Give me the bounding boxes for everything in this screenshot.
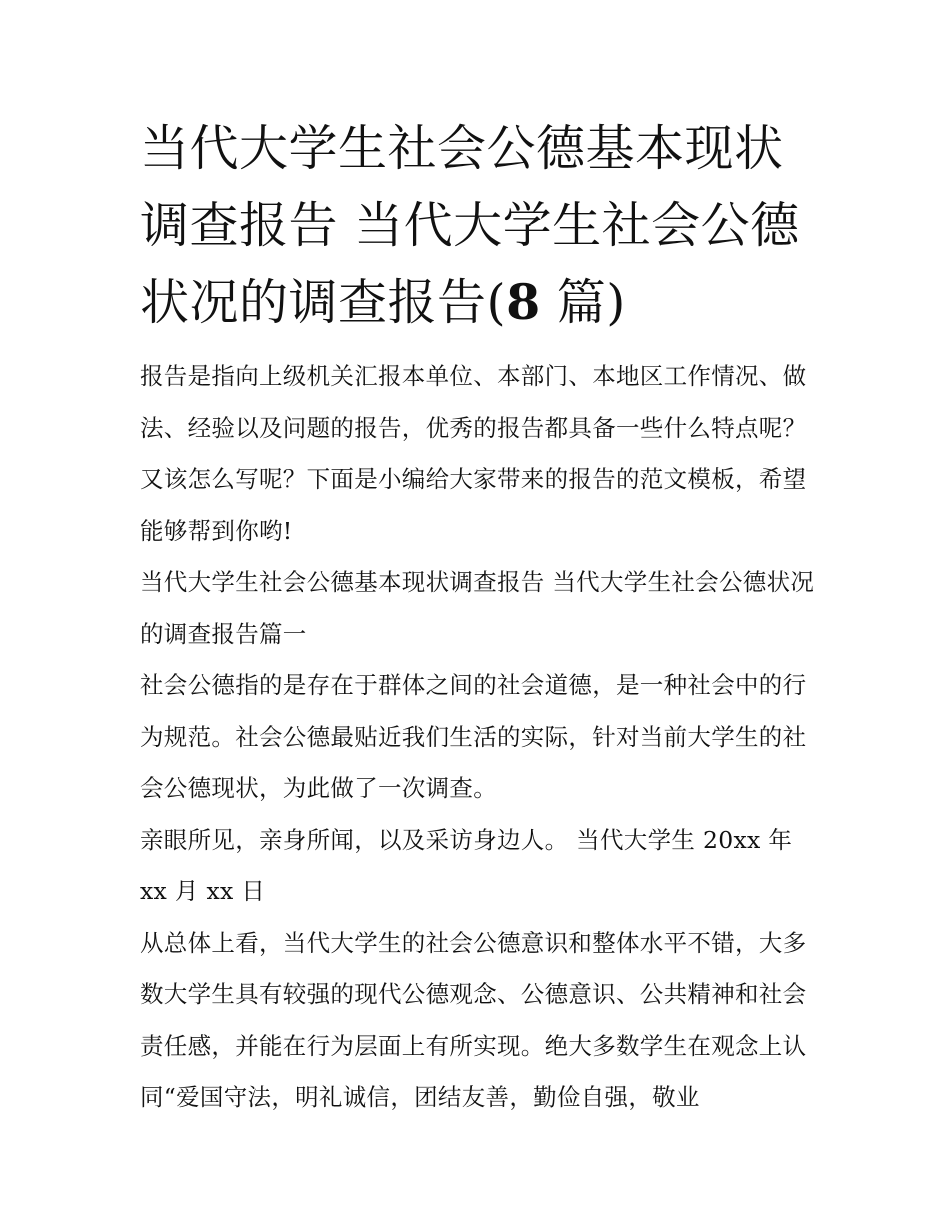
document-page — [140, 110, 820, 1124]
title-text: 当代大学生社会公德基本现状调查报告 当代大学生社会公德状况的调查报告( — [140, 120, 800, 331]
document-body — [140, 351, 820, 1124]
body-paragraph: 亲眼所见，亲身所闻，以及采访身边人。 当代大学生 20xx 年 xx 月 xx 日 — [140, 825, 793, 905]
body-paragraph: 社会公德指的是存在于群体之间的社会道德，是一种社会中的行为规范。社会公德最贴近我们生活的实际，针对当前大学生的社会公德现状，为此做了一次调查。 — [140, 671, 807, 802]
title-suffix: 篇) — [540, 274, 626, 331]
body-paragraph: 从总体上看，当代大学生的社会公德意识和整体水平不错，大多数大学生具有较强的现代公德观念、公德意识、公共精神和社会责任感，并能在行为层面上有所实现。绝大多数学生在观念上认同“爱国守法，明礼诚信，团结友善，勤俭自强，敬业 — [140, 928, 807, 1111]
intro-paragraph: 报告是指向上级机关汇报本单位、本部门、本地区工作情况、做法、经验以及问题的报告，优秀的报告都具备一些什么特点呢？又该怎么写呢？下面是小编给大家带来的报告的范文模板，希望能够帮到你哟! — [140, 362, 807, 545]
document-title — [140, 110, 820, 341]
section-heading: 当代大学生社会公德基本现状调查报告 当代大学生社会公德状况的调查报告篇一 — [140, 568, 815, 648]
title-number: 8 — [506, 273, 541, 331]
